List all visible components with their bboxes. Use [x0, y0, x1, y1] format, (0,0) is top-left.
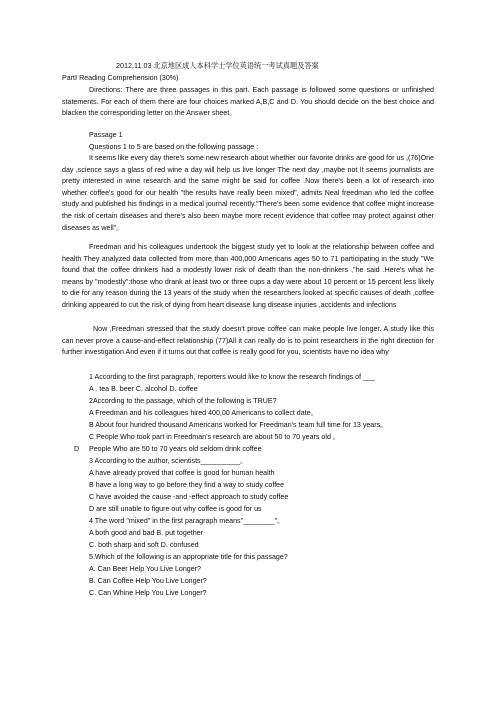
questions-intro: Questions 1 to 5 are based on the following passage : [89, 143, 259, 151]
question-1-stem: 1 According to the first paragraph, reporters would like to know the research findings of ___ [89, 373, 375, 381]
question-2-option-c: C People Who took part in Freedman's research are about 50 to 70 years old 。 [89, 433, 340, 441]
question-1-options: A . tea B. beer C. alcohol D. coffee [89, 385, 198, 393]
question-3-option-a: A have already proved that coffee is good for human health [89, 469, 275, 477]
question-3-option-c: C have avoided the cause -and -effect approach to study coffee [89, 493, 289, 501]
directions-text: Directions: There are three passages in this part. Each passage is followed some questions or unfinished statements. For each of them there are four choices marked A,B,C and D. You should decide on the best choice and blacken the corresponding letter on the Answer sheet。 [62, 86, 434, 118]
question-3-stem: 3 According to the author, scientists__________。 [89, 457, 248, 465]
question-5-option-a: A. Can Beer Help You Live Longer? [89, 565, 202, 573]
question-4-options-ab: A both good and bad B. put together [89, 529, 203, 537]
question-5-stem: 5.Which of the following is an appropriate title for this passage? [89, 553, 288, 561]
question-3-option-d: D are still unable to figure out why coffee is good for us [89, 505, 262, 513]
question-2-stem: 2According to the passage, which of the following is TRUE? [89, 397, 277, 405]
question-5-option-c: C. Can Whine Help You Live Longer? [89, 589, 207, 597]
document-title: 2012.11.03 北京地区成人本科学士学位英语统一考试真题及答案 [116, 61, 319, 70]
question-5-option-b: B. Can Coffee Help You Live Longer? [89, 577, 207, 585]
question-2-option-b: B About four hundred thousand Americans worked for Freedman's team full time for 13 years。 [89, 421, 388, 429]
question-2-option-d: D People Who are 50 to 70 years old seldom drink coffee [74, 445, 262, 453]
part-heading: PartⅠ Reading Comprehension (30%) [62, 74, 179, 82]
question-4-options-cd: C. both sharp and soft D. confused [89, 541, 199, 549]
question-2-option-a: A Freedman and his colleagues hired 400,00 Americans to collect date。 [89, 409, 318, 417]
paragraph-2: Freedman and his colleagues undertook the biggest study yet to look at the relationship between coffee and health They analyzed data collected from more than 400,000 Americans ages 50 to 71 participating in the study "We found that the coffee drinkers had a modestly lower risk of death than the non-drinkers ,"he said .Here's what he means by "modestly":those who drank at least two or three cups a day were about 10 percent or 15 percent less likely to die for any reason during the 13 years of the study when the researchers looked at specific causes of death ,coffee drinking appeared to cut the risk of dying from heart disease lung disease injuries ,accidents and infections [62, 243, 434, 309]
passage-label: Passage 1 [89, 131, 123, 139]
question-4-stem: 4 The word "mixed" in the first paragraph means"________"。 [89, 517, 285, 525]
question-3-option-b: B have a long way to go before they find a way to study coffee [89, 481, 285, 489]
paragraph-1: It seems like every day there's some new research about whether our favorite drinks are good for us ,(76)One day ,science says a glass of red wine a day will help us live longer The next day ,maybe not It seems journalists are pretty interested in wine research and the same might be said for coffee .Now there's been a lot of research into whether coffee's good for our health "the results have really been mixed", admits Neal freedman who led the coffee study and published his findings in a medical journal recently."There's been some evidence that coffee might increase the risk of certain diseases and there's also been maybe more recent evidence that coffee may protect against other diseases as well"。 [62, 154, 434, 232]
paragraph-3: Now ,Freedman stressed that the study doesn't prove coffee can make people live longer. A study like this can never prove a cause-and-effect relationship (77)All it can really do is to point researchers in the right direction for further investigation And even if it turns out that coffee is really good for you, scientists have no idea why [62, 325, 434, 357]
